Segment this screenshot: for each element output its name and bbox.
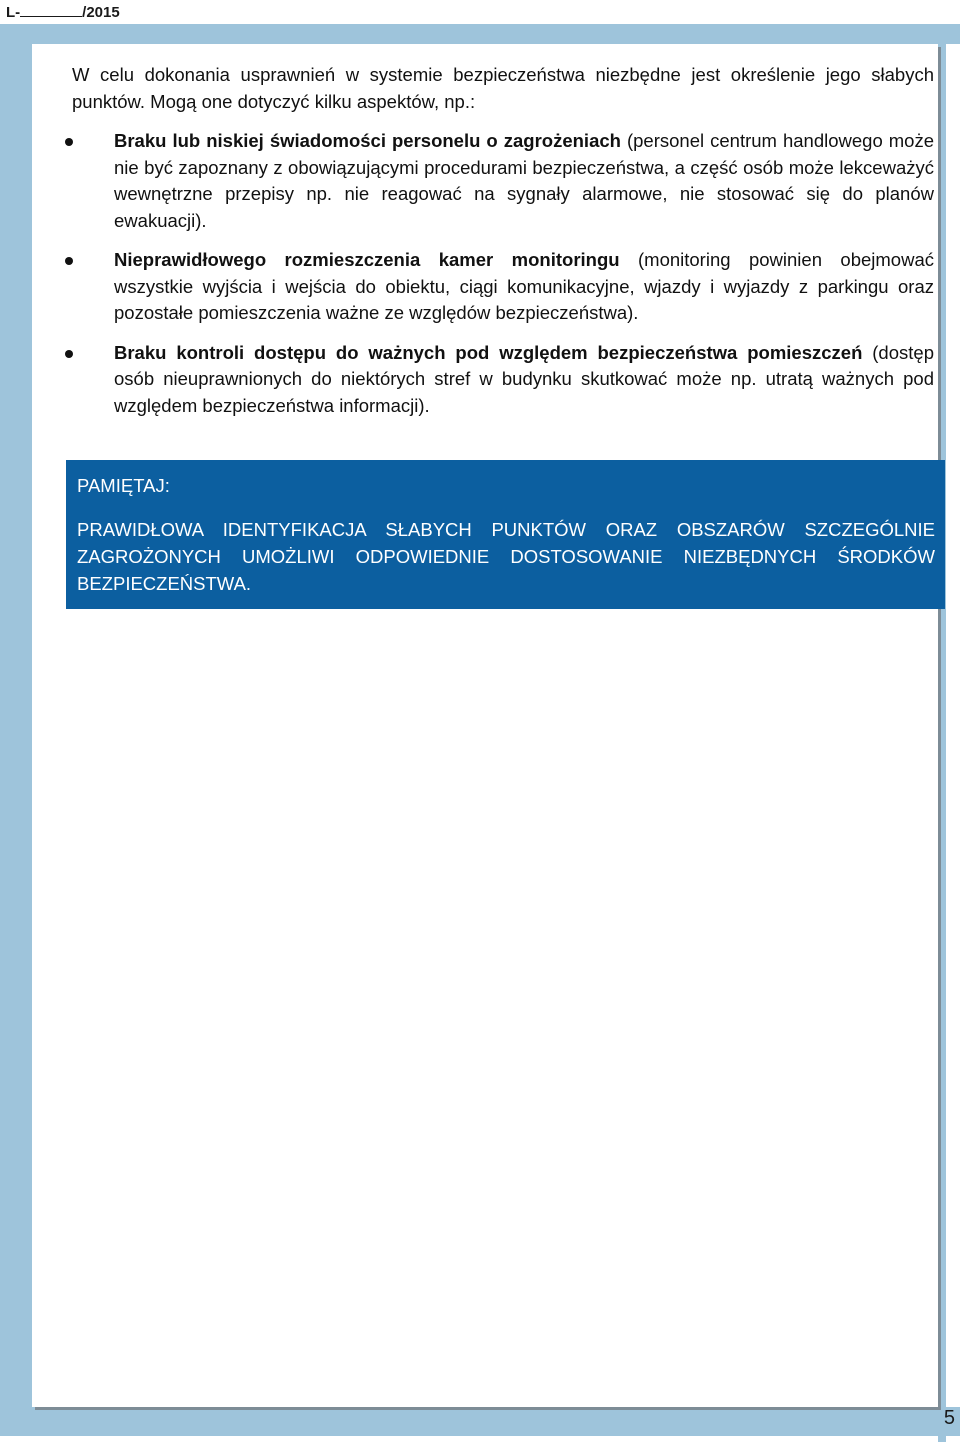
page-frame-right (938, 30, 946, 1442)
document-code-prefix: L- (6, 4, 21, 21)
page-number: 5 (943, 1407, 955, 1429)
bullet-icon (65, 138, 73, 146)
list-item (114, 247, 934, 327)
list-item-text: (monitoring powinien obejmować wszystkie wyjścia i wejścia do obiektu, ciągi komunikacyjne, wjazdy i wyjazdy z parkingu oraz pozostałe pomieszczenia ważne ze względów bezpieczeństwa). (114, 249, 934, 323)
list-item (114, 128, 934, 234)
intro-paragraph: W celu dokonania usprawnień w systemie bezpieczeństwa niezbędne jest określenie jego słabych punktów. Mogą one dotyczyć kilku aspektów, np.: (72, 64, 934, 112)
list-item-text: (personel centrum handlowego może nie być zapoznany z obowiązującymi procedurami bezpieczeństwa, a część osób może lekceważyć wewnętrzne przepisy np. nie reagować na sygnały alarmowe, nie stosować się do planów ewakuacji). (114, 130, 934, 231)
list-item-text: (dostęp osób nieuprawnionych do niektórych stref w budynku skutkować może np. utratą ważnych pod względem bezpieczeństwa informacji). (114, 341, 934, 416)
document-code (6, 2, 120, 21)
list-item-heading: Braku lub niskiej świadomości personelu o zagrożeniach (114, 130, 621, 151)
page-frame-left (0, 24, 32, 1436)
bullet-icon (65, 350, 73, 358)
page-content (32, 44, 938, 1407)
list-item-heading: Braku kontroli dostępu do ważnych pod względem bezpieczeństwa pomieszczeń (114, 341, 863, 363)
remember-text: PRAWIDŁOWA IDENTYFIKACJA SŁABYCH PUNKTÓW ORAZ OBSZARÓW SZCZEGÓLNIE ZAGROŻONYCH UMOŻLIWI ODPOWIEDNIE DOSTOSOWANIE NIEZBĘDNYCH ŚRODKÓW BEZPIECZEŃSTWA. (77, 519, 935, 594)
list-item (114, 340, 934, 420)
remember-box (66, 460, 945, 609)
weak-points-list (114, 128, 934, 432)
page-frame-top (0, 24, 960, 44)
page-frame-bottom (0, 1407, 960, 1436)
bullet-icon (65, 257, 73, 265)
list-item-heading: Nieprawidłowego rozmieszczenia kamer monitoringu (114, 249, 620, 270)
document-code-blank (20, 2, 82, 17)
document-code-suffix: /2015 (82, 4, 120, 21)
remember-title: PAMIĘTAJ: (77, 475, 170, 496)
